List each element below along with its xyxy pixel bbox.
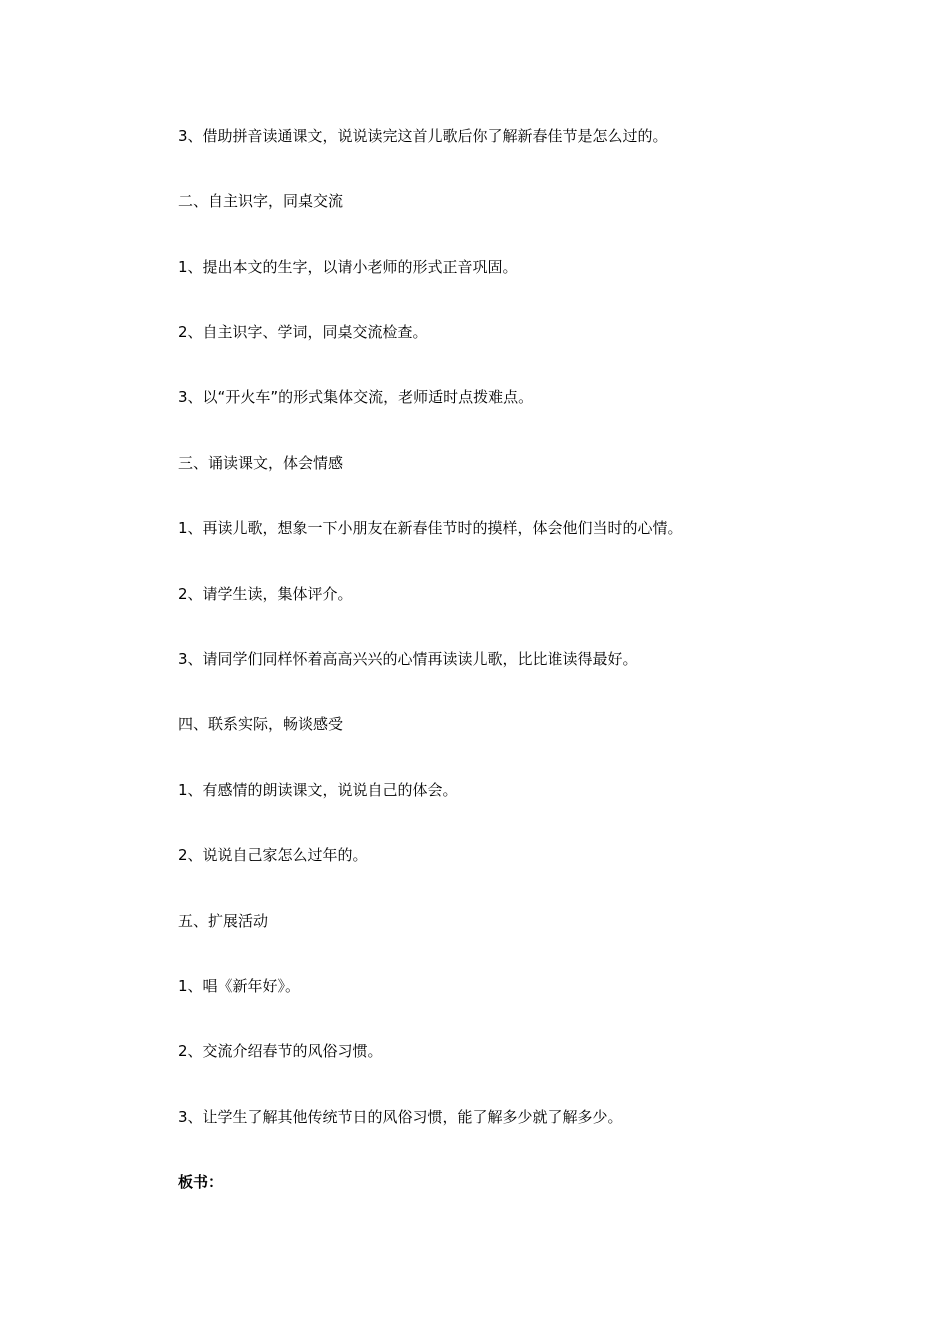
section-heading: 五、扩展活动 xyxy=(178,912,269,930)
text-line: 2、自主识字、学词，同桌交流检查。 xyxy=(178,323,428,341)
text-line: 2、请学生读，集体评介。 xyxy=(178,585,353,603)
text-line: 2、说说自己家怎么过年的。 xyxy=(178,846,368,864)
text-line: 3、借助拼音读通课文，说说读完这首儿歌后你了解新春佳节是怎么过的。 xyxy=(178,127,668,145)
text-line: 1、再读儿歌，想象一下小朋友在新春佳节时的摸样，体会他们当时的心情。 xyxy=(178,519,683,537)
text-line: 1、提出本文的生字，以请小老师的形式正音巩固。 xyxy=(178,258,518,276)
text-line: 1、有感情的朗读课文，说说自己的体会。 xyxy=(178,781,458,799)
section-heading: 四、联系实际，畅谈感受 xyxy=(178,715,344,733)
section-heading: 三、诵读课文，体会情感 xyxy=(178,454,344,472)
text-line: 3、让学生了解其他传统节日的风俗习惯，能了解多少就了解多少。 xyxy=(178,1108,623,1126)
section-heading: 二、自主识字，同桌交流 xyxy=(178,192,344,210)
text-line: 3、请同学们同样怀着高高兴兴的心情再读读儿歌，比比谁读得最好。 xyxy=(178,650,638,668)
text-line: 3、以“开火车”的形式集体交流，老师适时点拨难点。 xyxy=(178,388,534,406)
board-label: 板书： xyxy=(178,1173,224,1191)
text-line: 1、唱《新年好》。 xyxy=(178,977,301,995)
text-line: 2、交流介绍春节的风俗习惯。 xyxy=(178,1042,383,1060)
